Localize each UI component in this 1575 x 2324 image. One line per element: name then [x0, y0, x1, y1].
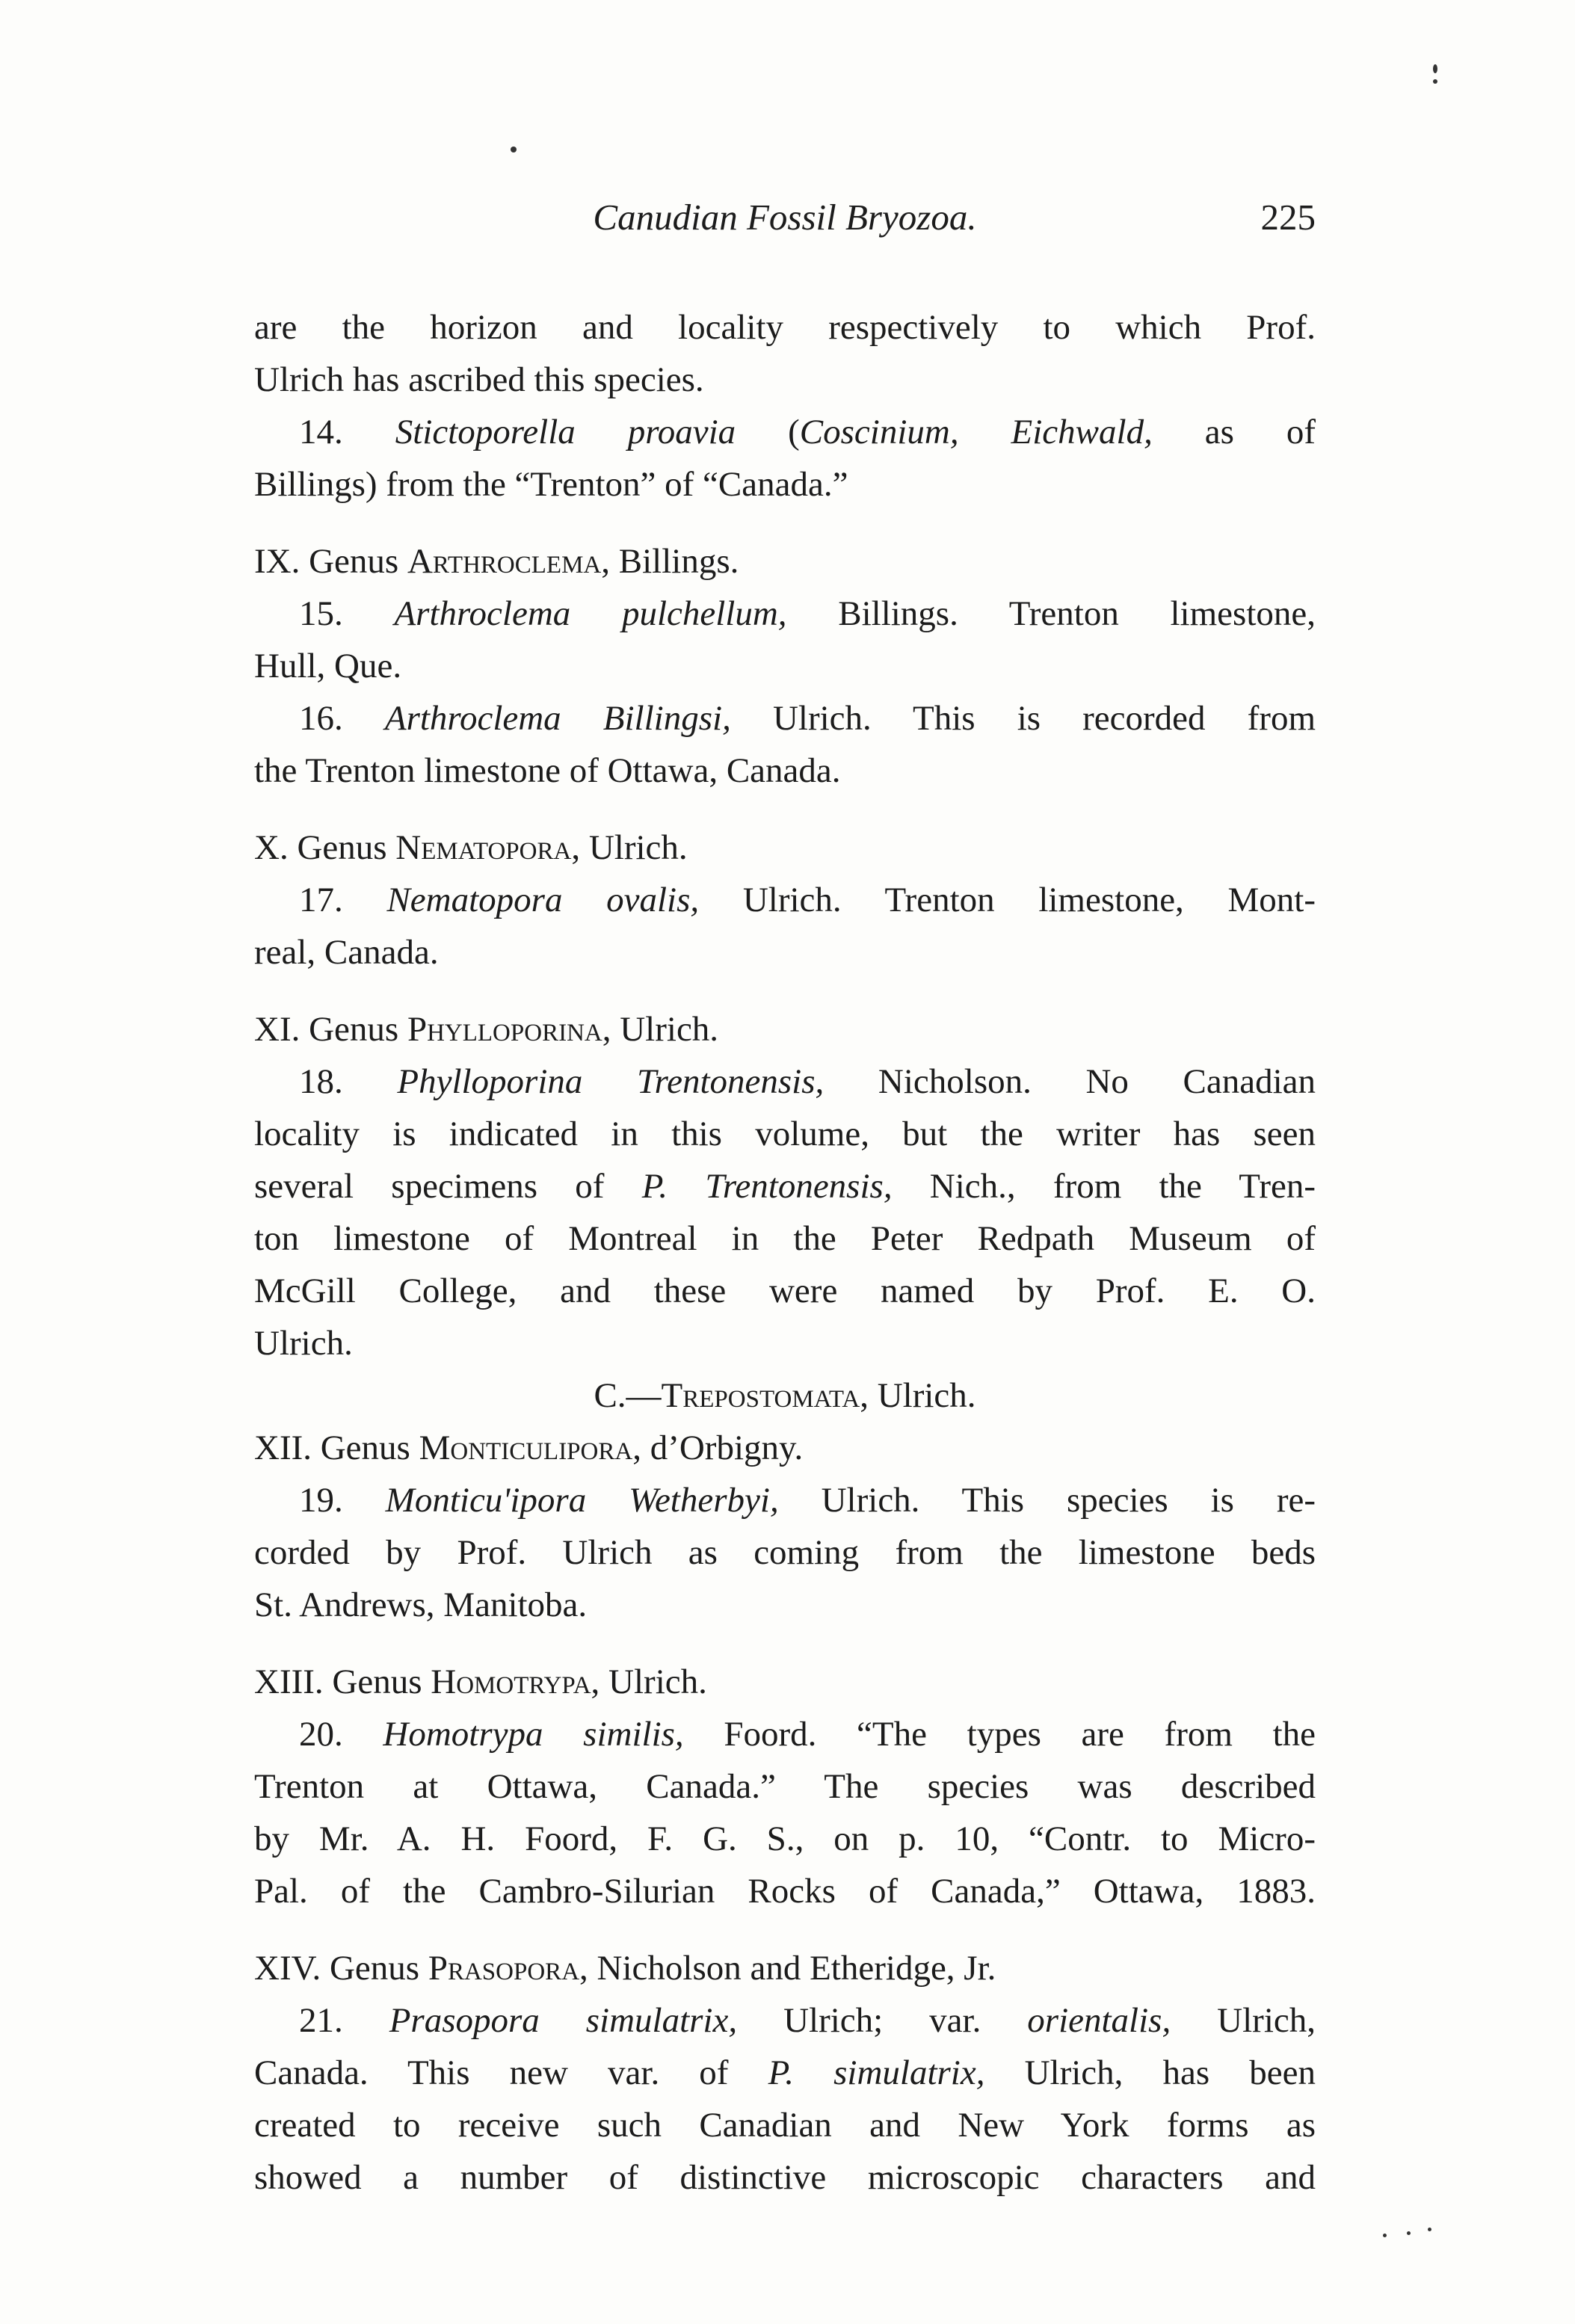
text-segment: McGill College, and these were named by Prof. E. O.	[254, 1272, 1316, 1310]
text-segment: showed a number of distinctive microscopic characters and	[254, 2158, 1316, 2197]
italic-text: Prasopora simulatrix,	[389, 2001, 738, 2040]
italic-text: Stictoporella proavia	[395, 413, 736, 451]
text-segment: the Trenton limestone of Ottawa, Canada.	[254, 751, 841, 790]
print-speck	[1383, 2234, 1387, 2237]
text-segment: XIII. Genus	[254, 1662, 431, 1701]
text-line	[254, 1326, 353, 1361]
text-segment: , Ulrich.	[591, 1662, 707, 1701]
italic-text: P. simulatrix,	[768, 2053, 985, 2092]
text-line	[254, 1012, 718, 1047]
text-segment: Nicholson. No Canadian	[824, 1062, 1316, 1101]
italic-text: Coscinium, Eichwald,	[799, 413, 1153, 451]
text-segment: as of	[1152, 413, 1316, 451]
text-line	[254, 753, 841, 789]
text-line	[254, 649, 401, 684]
text-segment: real, Canada.	[254, 933, 439, 972]
genus-name: Homotrypa	[431, 1662, 591, 1701]
italic-text: P. Trentonensis,	[641, 1167, 893, 1206]
genus-name: Nematopora	[395, 828, 572, 867]
text-segment: Hull, Que.	[254, 647, 402, 685]
text-line	[254, 1274, 1316, 1309]
text-line	[254, 2108, 1316, 2143]
italic-text: Monticu'ipora Wetherbyi,	[385, 1481, 779, 1520]
text-segment: IX. Genus	[254, 542, 407, 581]
print-speck	[1428, 2228, 1431, 2231]
genus-name: Phylloporina	[407, 1010, 602, 1049]
running-title: Canudian Fossil Bryozoa.	[593, 197, 977, 238]
text-line	[299, 594, 1316, 633]
text-segment: 20.	[299, 1715, 383, 1754]
print-speck	[511, 147, 517, 152]
text-segment: Nich., from the Tren-	[892, 1167, 1316, 1206]
text-line	[299, 415, 1316, 450]
text-line	[254, 310, 1316, 345]
text-line	[299, 1717, 1316, 1752]
text-segment: , Billings.	[601, 542, 739, 581]
page-number: 225	[1260, 197, 1316, 238]
text-line	[299, 1483, 1316, 1518]
text-segment: 19.	[299, 1481, 386, 1520]
text-segment: created to receive such Canadian and New York forms as	[254, 2106, 1316, 2145]
text-segment: 14.	[299, 413, 395, 451]
text-line	[254, 1169, 1316, 1204]
italic-text: Nematopora ovalis,	[386, 881, 700, 919]
text-line	[254, 1221, 1316, 1257]
text-line	[254, 360, 704, 399]
text-line	[254, 1769, 1316, 1804]
print-speck	[1407, 2231, 1411, 2235]
genus-name: Arthroclema	[407, 542, 602, 581]
text-segment: Ulrich; var.	[737, 2001, 1028, 2040]
text-segment: Ulrich. Trenton limestone, Mont-	[699, 881, 1316, 919]
text-line	[254, 830, 688, 866]
text-segment: 16.	[299, 699, 385, 738]
text-line	[254, 544, 739, 579]
text-segment: (	[736, 413, 800, 451]
text-segment: Billings. Trenton limestone,	[786, 594, 1316, 633]
text-segment: C.—	[594, 1376, 662, 1415]
text-segment: XII. Genus	[254, 1428, 419, 1467]
print-speck	[1433, 79, 1437, 84]
text-line	[594, 1378, 975, 1414]
text-segment: Ulrich. This is recorded from	[730, 699, 1316, 738]
text-segment: Billings) from the “Trenton” of “Canada.”	[254, 465, 848, 504]
text-segment: Trenton at Ottawa, Canada.” The species was described	[254, 1767, 1316, 1806]
text-line	[254, 935, 439, 970]
text-segment: , Ulrich.	[602, 1010, 719, 1049]
text-segment: Ulrich. This species is re-	[778, 1481, 1316, 1520]
text-line	[254, 1535, 1316, 1571]
italic-text: Homotrypa similis,	[383, 1715, 684, 1754]
italic-text: Phylloporina Trentonensis,	[397, 1062, 825, 1101]
text-segment: locality is indicated in this volume, but the writer has seen	[254, 1115, 1316, 1153]
text-segment: by Mr. A. H. Foord, F. G. S., on p. 10, “Contr. to Micro-	[254, 1819, 1316, 1858]
text-segment: ton limestone of Montreal in the Peter Redpath Museum of	[254, 1219, 1316, 1258]
genus-name: Prasopora	[428, 1949, 580, 1988]
text-line	[254, 2160, 1316, 2195]
text-segment: Pal. of the Cambro-Silurian Rocks of Canada,” Ottawa, 1883.	[254, 1872, 1316, 1911]
text-segment: Ulrich.	[254, 1324, 353, 1363]
text-segment: Ulrich has ascribed this species.	[254, 360, 704, 399]
text-segment: Ulrich,	[1171, 2001, 1316, 2040]
text-segment: 15.	[299, 594, 395, 633]
text-segment: Ulrich, has been	[984, 2053, 1316, 2092]
text-segment: corded by Prof. Ulrich as coming from the limestone beds	[254, 1533, 1316, 1572]
text-line	[254, 1585, 588, 1624]
italic-text: Arthroclema Billingsi,	[384, 699, 731, 738]
text-segment: St. Andrews, Manitoba.	[254, 1585, 588, 1624]
text-segment: , d’Orbigny.	[632, 1428, 804, 1467]
text-segment: Foord. “The types are from the	[683, 1715, 1316, 1754]
text-segment: 17.	[299, 881, 387, 919]
italic-text: Arthroclema pulchellum,	[394, 594, 787, 633]
text-line	[254, 2053, 1316, 2092]
text-line	[254, 467, 848, 502]
genus-name: Trepostomata	[661, 1376, 860, 1415]
text-line	[254, 1428, 804, 1467]
text-segment: , Ulrich.	[571, 828, 688, 867]
text-line	[299, 701, 1316, 736]
text-segment: several specimens of	[254, 1167, 642, 1206]
genus-name: Monticulipora	[419, 1428, 633, 1467]
page-header	[254, 196, 1316, 248]
text-line	[254, 1951, 996, 1986]
text-segment: are the horizon and locality respectively to which Prof.	[254, 308, 1316, 347]
text-line	[299, 883, 1316, 918]
text-line	[299, 2003, 1316, 2038]
text-segment: 21.	[299, 2001, 389, 2040]
text-line	[254, 1874, 1316, 1909]
text-line	[254, 1117, 1316, 1152]
text-line	[254, 1662, 707, 1701]
text-segment: , Nicholson and Etheridge, Jr.	[579, 1949, 996, 1988]
italic-text: orientalis,	[1027, 2001, 1171, 2040]
text-line	[254, 1819, 1316, 1858]
text-segment: XI. Genus	[254, 1010, 407, 1049]
text-segment: X. Genus	[254, 828, 396, 867]
text-segment: XIV. Genus	[254, 1949, 428, 1988]
text-segment: Canada. This new var. of	[254, 2053, 768, 2092]
text-segment: , Ulrich.	[860, 1376, 976, 1415]
print-speck	[1433, 64, 1437, 73]
text-line	[299, 1064, 1316, 1100]
text-segment: 18.	[299, 1062, 398, 1101]
